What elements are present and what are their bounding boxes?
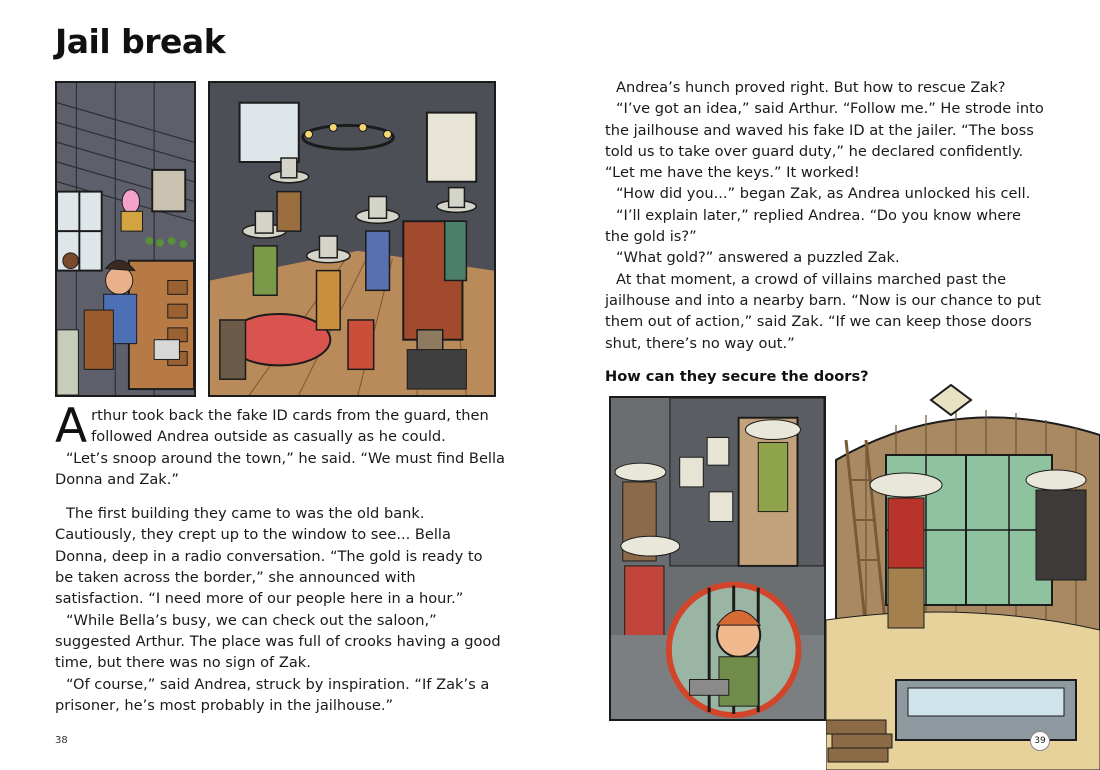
story-paragraph [55, 399, 505, 454]
story-paragraph: “How did you...” began Zak, as Andrea unlocked his cell. [616, 185, 1031, 203]
story-paragraph: “What gold?” answered a puzzled Zak. [616, 249, 900, 267]
puzzle-question: How can they secure the doors? [605, 368, 869, 385]
jailhouse-illustration [609, 396, 826, 721]
story-paragraph-text: rthur took back the fake ID cards from the guard, then followed Andrea outside as casually as he could. [91, 407, 489, 446]
bank-radio-illustration [55, 81, 196, 397]
story-paragraph: “I’ve got an idea,” said Arthur. “Follow me.” He strode into the jailhouse and waved his fake ID at the jailer. “The boss told us to take over guard duty,” he declared confidently. “Let me have the keys.” It worked! [605, 100, 1044, 182]
saloon-scene-drawing [210, 83, 494, 395]
barn-illustration [826, 380, 1100, 770]
jail-scene-drawing [611, 398, 824, 719]
story-paragraph: “Let’s snoop around the town,” he said. “We must find Bella Donna and Zak.” [55, 449, 505, 488]
drop-cap-letter: A [55, 399, 88, 454]
page-title: Jail break [55, 22, 226, 61]
story-paragraph: “I’ll explain later,” replied Andrea. “Do you know where the gold is?” [605, 206, 1022, 246]
page-number-left: 38 [55, 735, 68, 746]
story-paragraph: “Of course,” said Andrea, struck by inspiration. “If Zak’s a prisoner, he’s most probably in the jailhouse.” [55, 675, 490, 714]
barn-scene-drawing [826, 380, 1100, 770]
page-number-right: 39 [1030, 731, 1050, 751]
story-paragraph: Andrea’s hunch proved right. But how to rescue Zak? [616, 79, 1006, 96]
story-paragraph: At that moment, a crowd of villains marched past the jailhouse and into a nearby barn. “Now is our chance to put them out of action,” said Zak. “If we can keep those doors shut, there’s no way out.” [605, 270, 1041, 352]
story-paragraph: The first building they came to was the old bank. Cautiously, they crept up to the window to see... Bella Donna, deep in a radio conversation. “The gold is ready to be taken across the border,” she announced with satisfaction. “I need more of our people here in a hour.” [55, 505, 483, 608]
right-story-text [605, 77, 1045, 354]
saloon-illustration [208, 81, 496, 397]
left-story-text [55, 399, 505, 716]
bank-scene-drawing [57, 83, 194, 395]
story-paragraph: “While Bella’s busy, we can check out the saloon,” suggested Arthur. The place was full of crooks having a good time, but there was no sign of Zak. [55, 611, 501, 672]
